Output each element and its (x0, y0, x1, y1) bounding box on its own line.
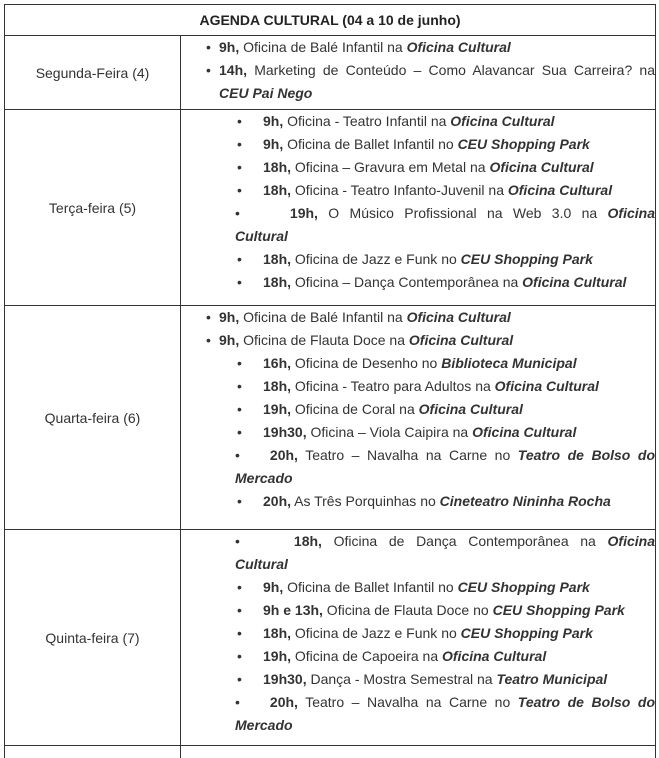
event-item: • 9h, Oficina - Teatro Infantil na Oficina Cultural (237, 113, 555, 129)
agenda-title: AGENDA CULTURAL (04 a 10 de junho) (5, 5, 656, 36)
event-item: • 19h, Oficina de Capoeira na Oficina Cultural (237, 648, 547, 664)
agenda-table (4, 4, 656, 758)
event-item: • 19h30, Dança - Mostra Semestral na Teatro Municipal (237, 671, 608, 687)
event-item: • 20h, Teatro – Navalha na Carne no Teatro de Bolso do Mercado (235, 694, 655, 733)
event-item: • 9h, Oficina de Balé Infantil na Oficina Cultural (206, 309, 511, 325)
event-item: • 20h, Teatro – Navalha na Carne no Teatro de Bolso do Mercado (235, 447, 655, 486)
event-item: • 18h, Oficina de Jazz e Funk no CEU Shopping Park (237, 251, 593, 267)
event-item: • 18h, Oficina – Dança Contemporânea na Oficina Cultural (237, 274, 627, 290)
event-item: • 19h, O Músico Profissional na Web 3.0 na Oficina Cultural (235, 205, 655, 244)
day-row-thursday (5, 530, 656, 746)
event-item: • 18h, Oficina - Teatro para Adultos na Oficina Cultural (237, 378, 599, 394)
day-label: Quinta-feira (7) (5, 530, 181, 746)
event-item: • 16h, Oficina de Desenho no Biblioteca Municipal (237, 355, 577, 371)
event-item: • 9h, Oficina de Balé Infantil na Oficina Cultural (206, 39, 511, 55)
event-item: • 19h, Oficina de Coral na Oficina Cultural (237, 401, 523, 417)
event-item: • 14h, Marketing de Conteúdo – Como Alavancar Sua Carreira? na CEU Pai Nego (206, 62, 655, 101)
event-item: • 18h, Oficina – Gravura em Metal na Oficina Cultural (237, 159, 594, 175)
event-item: • 9h e 13h, Oficina de Flauta Doce no CEU Shopping Park (237, 602, 625, 618)
day-label: Quarta-feira (6) (5, 306, 181, 530)
event-item: • 9h, Oficina de Ballet Infantil no CEU Shopping Park (237, 579, 590, 595)
day-events (181, 110, 656, 306)
event-item: • 19h30, Oficina – Viola Caipira na Oficina Cultural (237, 424, 577, 440)
event-item: • 20h, As Três Porquinhas no Cineteatro Nininha Rocha (237, 493, 611, 509)
event-item: • 9h, Oficina de Ballet Infantil no CEU Shopping Park (237, 136, 590, 152)
day-events (181, 306, 656, 530)
event-item: • 18h, Oficina - Teatro Infanto-Juvenil na Oficina Cultural (237, 182, 613, 198)
day-row-monday (5, 36, 656, 110)
day-label: Segunda-Feira (4) (5, 36, 181, 110)
day-events (181, 36, 656, 110)
event-item: • 18h, Oficina de Dança Contemporânea na Oficina Cultural (235, 533, 655, 572)
table-continuation (5, 746, 656, 758)
day-events (181, 530, 656, 746)
event-item: • 18h, Oficina de Jazz e Funk no CEU Shopping Park (237, 625, 593, 641)
day-label: Terça-feira (5) (5, 110, 181, 306)
day-row-wednesday (5, 306, 656, 530)
day-row-tuesday (5, 110, 656, 306)
event-item: • 9h, Oficina de Flauta Doce na Oficina Cultural (206, 332, 514, 348)
